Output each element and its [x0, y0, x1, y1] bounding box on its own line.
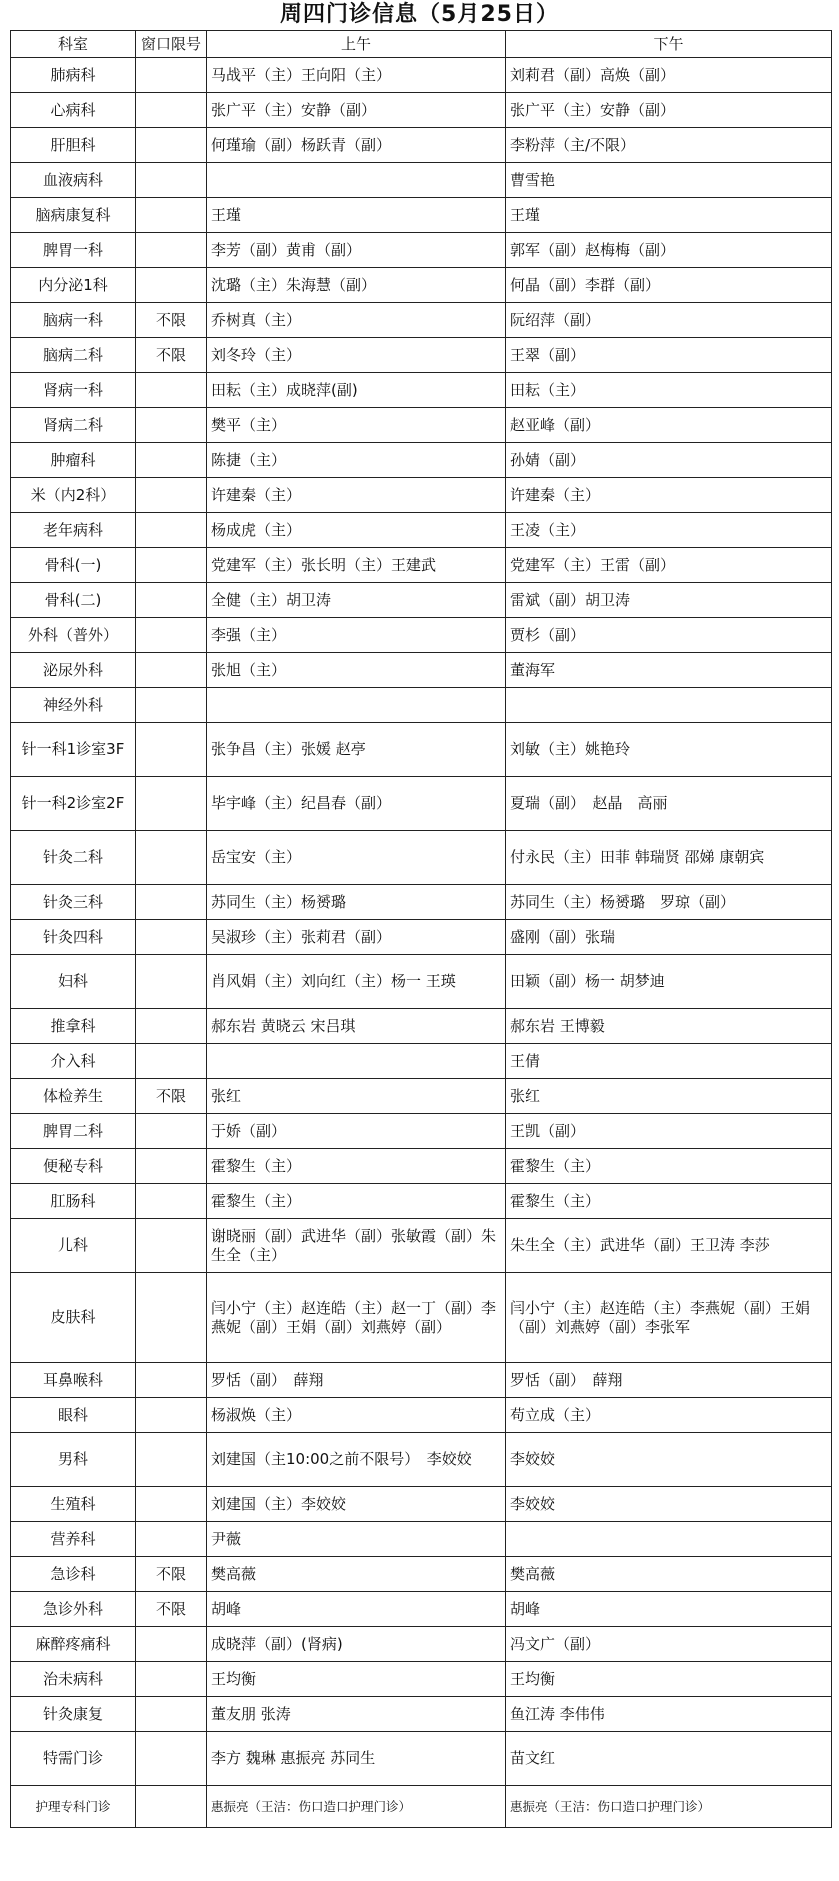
am-cell: 岳宝安（主）	[207, 831, 506, 885]
table-row	[11, 548, 832, 583]
limit-cell	[136, 777, 207, 831]
table-row	[11, 163, 832, 198]
table-row	[11, 1219, 832, 1273]
limit-cell	[136, 1363, 207, 1398]
pm-cell: 阮绍萍（副）	[506, 303, 832, 338]
am-cell	[207, 688, 506, 723]
table-row	[11, 1009, 832, 1044]
page-title: 周四门诊信息（5月25日）	[280, 2, 559, 27]
dept-cell: 急诊外科	[11, 1592, 136, 1627]
table-row	[11, 831, 832, 885]
table-row	[11, 128, 832, 163]
pm-cell: 冯文广（副）	[506, 1627, 832, 1662]
pm-cell: 王凌（主）	[506, 513, 832, 548]
am-cell: 董友朋 张涛	[207, 1697, 506, 1732]
table-row	[11, 233, 832, 268]
limit-cell	[136, 1487, 207, 1522]
dept-cell: 治未病科	[11, 1662, 136, 1697]
am-cell: 乔树真（主）	[207, 303, 506, 338]
am-cell: 张旭（主）	[207, 653, 506, 688]
am-cell: 张争昌（主）张媛 赵亭	[207, 723, 506, 777]
dept-cell: 肺病科	[11, 58, 136, 93]
dept-cell: 便秘专科	[11, 1149, 136, 1184]
table-row	[11, 920, 832, 955]
am-cell	[207, 163, 506, 198]
table-row	[11, 338, 832, 373]
table-row	[11, 688, 832, 723]
am-cell: 杨成虎（主）	[207, 513, 506, 548]
dept-cell: 护理专科门诊	[11, 1786, 136, 1828]
am-cell: 李方 魏琳 惠振亮 苏同生	[207, 1732, 506, 1786]
table-row	[11, 885, 832, 920]
limit-cell	[136, 1184, 207, 1219]
pm-cell: 霍黎生（主）	[506, 1149, 832, 1184]
dept-cell: 耳鼻喉科	[11, 1363, 136, 1398]
dept-cell: 皮肤科	[11, 1273, 136, 1363]
dept-cell: 神经外科	[11, 688, 136, 723]
dept-cell: 男科	[11, 1433, 136, 1487]
pm-cell: 何晶（副）李群（副）	[506, 268, 832, 303]
table-row	[11, 1522, 832, 1557]
am-cell: 成晓萍（副）(肾病)	[207, 1627, 506, 1662]
header-pm: 下午	[506, 31, 832, 58]
pm-cell	[506, 688, 832, 723]
pm-cell: 苗文红	[506, 1732, 832, 1786]
table-row	[11, 777, 832, 831]
am-cell: 刘建国（主10:00之前不限号） 李姣姣	[207, 1433, 506, 1487]
dept-cell: 针一科2诊室2F	[11, 777, 136, 831]
limit-cell	[136, 1219, 207, 1273]
dept-cell: 脾胃二科	[11, 1114, 136, 1149]
dept-cell: 急诊科	[11, 1557, 136, 1592]
limit-cell	[136, 1522, 207, 1557]
limit-cell	[136, 1273, 207, 1363]
table-row	[11, 1149, 832, 1184]
table-row	[11, 1662, 832, 1697]
table-row	[11, 268, 832, 303]
dept-cell: 眼科	[11, 1398, 136, 1433]
am-cell: 王瑾	[207, 198, 506, 233]
table-row	[11, 1557, 832, 1592]
limit-cell: 不限	[136, 1079, 207, 1114]
limit-cell	[136, 653, 207, 688]
table-row	[11, 1398, 832, 1433]
limit-cell	[136, 198, 207, 233]
am-cell: 沈璐（主）朱海慧（副）	[207, 268, 506, 303]
table-row	[11, 1592, 832, 1627]
dept-cell: 肝胆科	[11, 128, 136, 163]
pm-cell: 苟立成（主）	[506, 1398, 832, 1433]
pm-cell: 王瑾	[506, 198, 832, 233]
am-cell: 毕宇峰（主）纪昌春（副）	[207, 777, 506, 831]
am-cell: 陈捷（主）	[207, 443, 506, 478]
dept-cell: 生殖科	[11, 1487, 136, 1522]
limit-cell	[136, 831, 207, 885]
table-row	[11, 1044, 832, 1079]
pm-cell: 朱生全（主）武进华（副）王卫涛 李莎	[506, 1219, 832, 1273]
limit-cell	[136, 233, 207, 268]
table-row	[11, 373, 832, 408]
limit-cell	[136, 58, 207, 93]
pm-cell: 王凯（副）	[506, 1114, 832, 1149]
limit-cell	[136, 583, 207, 618]
table-row	[11, 1697, 832, 1732]
pm-cell: 罗恬（副） 薛翔	[506, 1363, 832, 1398]
am-cell: 杨淑焕（主）	[207, 1398, 506, 1433]
pm-cell	[506, 1522, 832, 1557]
pm-cell: 党建军（主）王雷（副）	[506, 548, 832, 583]
dept-cell: 泌尿外科	[11, 653, 136, 688]
table-row	[11, 955, 832, 1009]
am-cell: 霍黎生（主）	[207, 1184, 506, 1219]
table-row	[11, 478, 832, 513]
dept-cell: 脾胃一科	[11, 233, 136, 268]
limit-cell	[136, 408, 207, 443]
dept-cell: 心病科	[11, 93, 136, 128]
header-limit: 窗口限号	[136, 31, 207, 58]
limit-cell	[136, 513, 207, 548]
pm-cell: 刘敏（主）姚艳玲	[506, 723, 832, 777]
pm-cell: 王倩	[506, 1044, 832, 1079]
am-cell: 张红	[207, 1079, 506, 1114]
am-cell: 惠振亮（王洁：伤口造口护理门诊）	[207, 1786, 506, 1828]
limit-cell	[136, 1662, 207, 1697]
pm-cell: 李姣姣	[506, 1433, 832, 1487]
dept-cell: 血液病科	[11, 163, 136, 198]
table-row	[11, 303, 832, 338]
am-cell: 郝东岩 黄晓云 宋吕琪	[207, 1009, 506, 1044]
dept-cell: 脑病一科	[11, 303, 136, 338]
dept-cell: 脑病二科	[11, 338, 136, 373]
am-cell: 樊高薇	[207, 1557, 506, 1592]
dept-cell: 特需门诊	[11, 1732, 136, 1786]
pm-cell: 李粉萍（主/不限）	[506, 128, 832, 163]
dept-cell: 骨科(一)	[11, 548, 136, 583]
table-row	[11, 583, 832, 618]
am-cell: 胡峰	[207, 1592, 506, 1627]
header-am: 上午	[207, 31, 506, 58]
dept-cell: 肾病一科	[11, 373, 136, 408]
am-cell: 刘冬玲（主）	[207, 338, 506, 373]
am-cell: 罗恬（副） 薛翔	[207, 1363, 506, 1398]
limit-cell	[136, 1627, 207, 1662]
limit-cell	[136, 373, 207, 408]
am-cell: 何瑾瑜（副）杨跃青（副）	[207, 128, 506, 163]
pm-cell: 付永民（主）田菲 韩瑞贤 邵娣 康朝宾	[506, 831, 832, 885]
pm-cell: 郭军（副）赵梅梅（副）	[506, 233, 832, 268]
dept-cell: 针灸二科	[11, 831, 136, 885]
schedule-table	[10, 30, 832, 1828]
dept-cell: 体检养生	[11, 1079, 136, 1114]
dept-cell: 针灸四科	[11, 920, 136, 955]
pm-cell: 霍黎生（主）	[506, 1184, 832, 1219]
pm-cell: 赵亚峰（副）	[506, 408, 832, 443]
limit-cell	[136, 443, 207, 478]
pm-cell: 闫小宁（主）赵连皓（主）李燕妮（副）王娟（副）刘燕婷（副）李张军	[506, 1273, 832, 1363]
limit-cell	[136, 688, 207, 723]
limit-cell	[136, 1114, 207, 1149]
pm-cell: 贾杉（副）	[506, 618, 832, 653]
limit-cell: 不限	[136, 338, 207, 373]
table-row	[11, 93, 832, 128]
dept-cell: 肿瘤科	[11, 443, 136, 478]
am-cell: 田耘（主）成晓萍(副)	[207, 373, 506, 408]
limit-cell	[136, 618, 207, 653]
pm-cell: 胡峰	[506, 1592, 832, 1627]
table-row	[11, 58, 832, 93]
pm-cell: 田耘（主）	[506, 373, 832, 408]
am-cell: 霍黎生（主）	[207, 1149, 506, 1184]
table-row	[11, 1732, 832, 1786]
table-row	[11, 1363, 832, 1398]
dept-cell: 推拿科	[11, 1009, 136, 1044]
table-row	[11, 1433, 832, 1487]
limit-cell	[136, 548, 207, 583]
pm-cell: 孙婧（副）	[506, 443, 832, 478]
am-cell: 肖风娟（主）刘向红（主）杨一 王瑛	[207, 955, 506, 1009]
pm-cell: 樊高薇	[506, 1557, 832, 1592]
am-cell	[207, 1044, 506, 1079]
limit-cell	[136, 1433, 207, 1487]
am-cell: 李强（主）	[207, 618, 506, 653]
dept-cell: 肛肠科	[11, 1184, 136, 1219]
pm-cell: 张广平（主）安静（副）	[506, 93, 832, 128]
pm-cell: 王翠（副）	[506, 338, 832, 373]
dept-cell: 骨科(二)	[11, 583, 136, 618]
dept-cell: 麻醉疼痛科	[11, 1627, 136, 1662]
table-row	[11, 723, 832, 777]
pm-cell: 苏同生（主）杨赟璐 罗琼（副）	[506, 885, 832, 920]
limit-cell	[136, 1786, 207, 1828]
limit-cell	[136, 1732, 207, 1786]
table-row	[11, 1273, 832, 1363]
am-cell: 刘建国（主）李姣姣	[207, 1487, 506, 1522]
am-cell: 李芳（副）黄甫（副）	[207, 233, 506, 268]
pm-cell: 曹雪艳	[506, 163, 832, 198]
pm-cell: 许建秦（主）	[506, 478, 832, 513]
am-cell: 全健（主）胡卫涛	[207, 583, 506, 618]
am-cell: 樊平（主）	[207, 408, 506, 443]
am-cell: 闫小宁（主）赵连皓（主）赵一丁（副）李燕妮（副）王娟（副）刘燕婷（副）	[207, 1273, 506, 1363]
am-cell: 张广平（主）安静（副）	[207, 93, 506, 128]
table-row	[11, 1487, 832, 1522]
table-row	[11, 1184, 832, 1219]
limit-cell: 不限	[136, 303, 207, 338]
limit-cell	[136, 163, 207, 198]
dept-cell: 营养科	[11, 1522, 136, 1557]
table-row	[11, 408, 832, 443]
limit-cell	[136, 1697, 207, 1732]
dept-cell: 内分泌1科	[11, 268, 136, 303]
dept-cell: 米（内2科）	[11, 478, 136, 513]
pm-cell: 刘莉君（副）高焕（副）	[506, 58, 832, 93]
dept-cell: 针灸康复	[11, 1697, 136, 1732]
limit-cell	[136, 268, 207, 303]
am-cell: 党建军（主）张长明（主）王建武	[207, 548, 506, 583]
pm-cell: 田颖（副）杨一 胡梦迪	[506, 955, 832, 1009]
limit-cell	[136, 885, 207, 920]
limit-cell	[136, 1398, 207, 1433]
pm-cell: 雷斌（副）胡卫涛	[506, 583, 832, 618]
table-row	[11, 618, 832, 653]
pm-cell: 惠振亮（王洁：伤口造口护理门诊）	[506, 1786, 832, 1828]
dept-cell: 肾病二科	[11, 408, 136, 443]
table-row	[11, 198, 832, 233]
am-cell: 苏同生（主）杨赟璐	[207, 885, 506, 920]
pm-cell: 鱼江涛 李伟伟	[506, 1697, 832, 1732]
am-cell: 马战平（主）王向阳（主）	[207, 58, 506, 93]
table-row	[11, 653, 832, 688]
am-cell: 尹薇	[207, 1522, 506, 1557]
pm-cell: 夏瑞（副） 赵晶 高丽	[506, 777, 832, 831]
limit-cell	[136, 128, 207, 163]
dept-cell: 针灸三科	[11, 885, 136, 920]
pm-cell: 张红	[506, 1079, 832, 1114]
table-row	[11, 1079, 832, 1114]
header-row	[11, 31, 832, 58]
table-row	[11, 1786, 832, 1828]
pm-cell: 董海军	[506, 653, 832, 688]
table-row	[11, 443, 832, 478]
limit-cell	[136, 1044, 207, 1079]
pm-cell: 郝东岩 王博毅	[506, 1009, 832, 1044]
dept-cell: 脑病康复科	[11, 198, 136, 233]
table-row	[11, 513, 832, 548]
limit-cell	[136, 955, 207, 1009]
limit-cell	[136, 93, 207, 128]
pm-cell: 李姣姣	[506, 1487, 832, 1522]
pm-cell: 王均衡	[506, 1662, 832, 1697]
am-cell: 于娇（副）	[207, 1114, 506, 1149]
am-cell: 王均衡	[207, 1662, 506, 1697]
limit-cell	[136, 478, 207, 513]
header-dept: 科室	[11, 31, 136, 58]
dept-cell: 介入科	[11, 1044, 136, 1079]
limit-cell	[136, 1149, 207, 1184]
limit-cell	[136, 920, 207, 955]
dept-cell: 老年病科	[11, 513, 136, 548]
dept-cell: 妇科	[11, 955, 136, 1009]
table-row	[11, 1114, 832, 1149]
am-cell: 许建秦（主）	[207, 478, 506, 513]
pm-cell: 盛刚（副）张瑞	[506, 920, 832, 955]
limit-cell	[136, 723, 207, 777]
dept-cell: 针一科1诊室3F	[11, 723, 136, 777]
limit-cell: 不限	[136, 1557, 207, 1592]
dept-cell: 儿科	[11, 1219, 136, 1273]
am-cell: 谢晓丽（副）武进华（副）张敏霞（副）朱生全（主）	[207, 1219, 506, 1273]
am-cell: 吴淑珍（主）张莉君（副）	[207, 920, 506, 955]
dept-cell: 外科（普外）	[11, 618, 136, 653]
limit-cell: 不限	[136, 1592, 207, 1627]
table-row	[11, 1627, 832, 1662]
limit-cell	[136, 1009, 207, 1044]
